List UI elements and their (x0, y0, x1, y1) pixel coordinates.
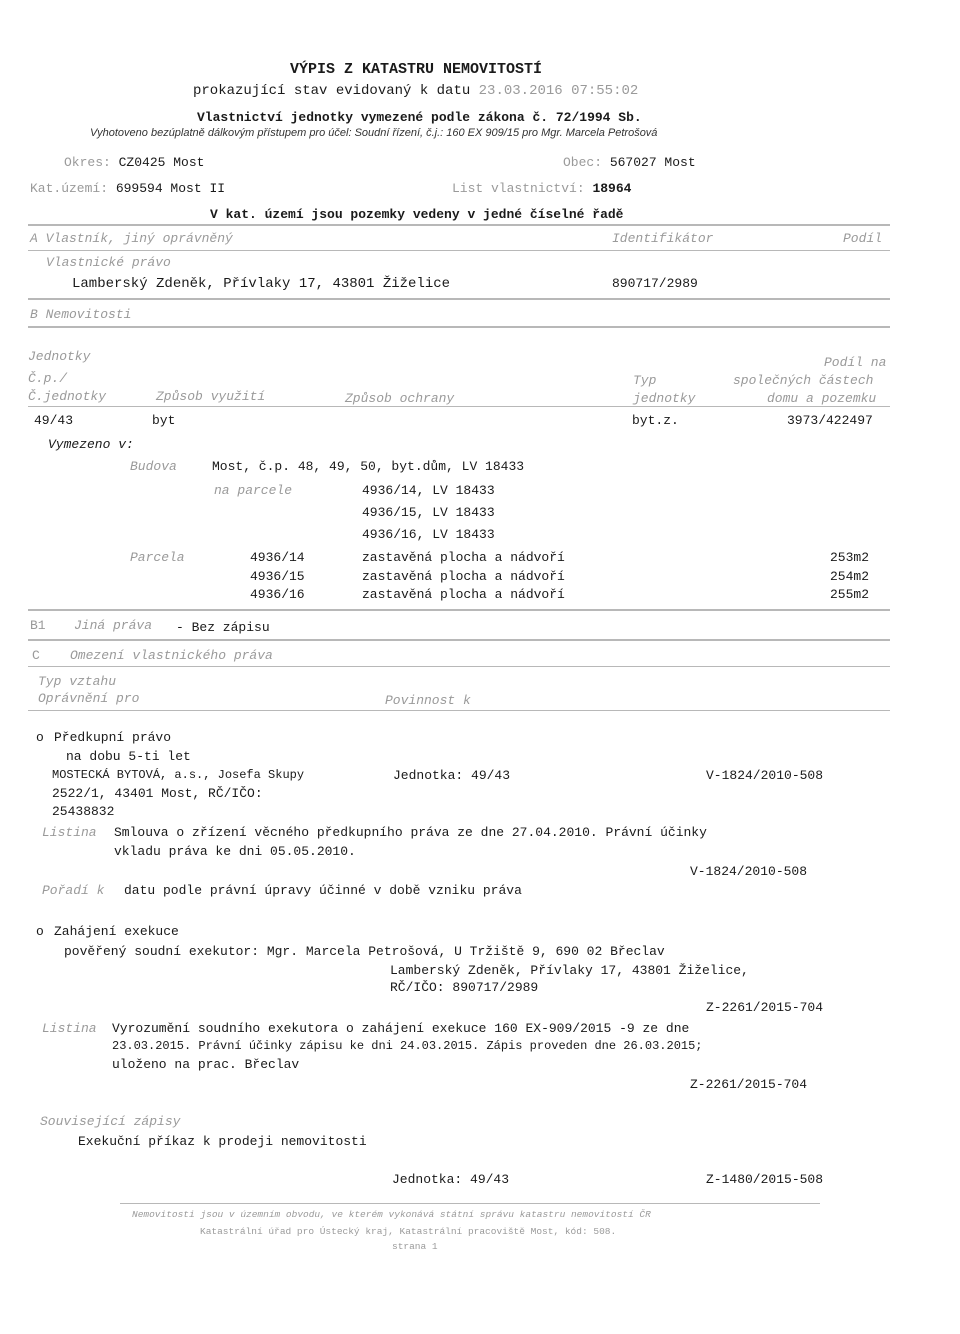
page-number: strana 1 (392, 1241, 438, 1252)
povinnost-k-label: Povinnost k (385, 693, 471, 708)
parcela-number: 4936/15 (250, 569, 305, 584)
section-a-heading: A Vlastník, jiný oprávněný (30, 231, 233, 246)
entry-reference: V-1824/2010-508 (706, 768, 824, 783)
cadastral-note: V kat. území jsou pozemky vedeny v jedné číselné řadě (210, 207, 624, 222)
subtitle-prefix: prokazující stav evidovaný k datu (193, 83, 471, 99)
parcela-label: Parcela (130, 550, 185, 565)
souvisejici-unit: Jednotka: 49/43 (392, 1172, 510, 1187)
divider (28, 406, 890, 407)
section-b1-code: B1 (30, 618, 46, 633)
entry-reference: Z-1480/2015-508 (706, 1172, 824, 1187)
parcela-number: 4936/16 (250, 587, 305, 602)
col-jednotky: Č.jednotky (28, 389, 107, 404)
col-typ-line2: jednotky (633, 391, 696, 406)
owner-name: Lamberský Zdeněk, Přívlaky 17, 43801 Žiželice (72, 276, 451, 292)
entry-debtor: Lamberský Zdeněk, Přívlaky 17, 43801 Žiželice, (390, 963, 749, 978)
listina-text: Smlouva o zřízení věcného předkupního práva ze dne 27.04.2010. Právní účinky (114, 825, 707, 840)
divider (28, 609, 890, 611)
section-b1-heading: Jiná práva (74, 618, 153, 633)
footer-line2: Katastrální úřad pro Ústecký kraj, Katastrální pracoviště Most, kód: 508. (200, 1226, 617, 1237)
budova-value: Most, č.p. 48, 49, 50, byt.dům, LV 18433 (212, 459, 525, 474)
okres: Okres: CZ0425 Most (64, 155, 205, 170)
na-parcele-item: 4936/14, LV 18433 (362, 483, 495, 498)
listina-label: Listina (42, 825, 97, 840)
poradi-text: datu podle právní úpravy účinné v době vzniku práva (124, 883, 522, 898)
listina-text: Vyrozumění soudního exekutora o zahájení exekuce 160 EX-909/2015 -9 ze dne (112, 1021, 690, 1036)
owner-identifier: 890717/2989 (612, 276, 698, 291)
col-podil-line1: Podíl na (824, 355, 887, 370)
poradi-label: Pořadí k (42, 883, 105, 898)
entry-party-address: 2522/1, 43401 Most, RČ/IČO: (52, 786, 263, 801)
parcela-area: 255m2 (830, 587, 870, 602)
entry-reference: Z-2261/2015-704 (706, 1000, 824, 1015)
entry-duration: na dobu 5-ti let (66, 749, 191, 764)
col-zpusob-vyuziti: Způsob využití (156, 389, 266, 404)
divider (28, 250, 890, 251)
bullet: o (36, 924, 44, 939)
unit-type: byt.z. (632, 413, 679, 428)
section-c-code: C (32, 648, 40, 663)
col-zpusob-ochrany: Způsob ochrany (345, 391, 455, 406)
footer-divider (120, 1203, 820, 1204)
col-identifikator: Identifikátor (612, 231, 714, 246)
unit-number: 49/43 (34, 413, 74, 428)
footer-line1: Nemovitosti jsou v územním obvodu, ve kterém vykonává státní správu katastru nemovitostí ČR (132, 1209, 651, 1220)
obec: Obec: 567027 Most (563, 155, 696, 170)
typ-vztahu-label: Typ vztahu (38, 674, 117, 689)
section-b-heading: B Nemovitosti (30, 307, 132, 322)
entry-reference: Z-2261/2015-704 (690, 1077, 808, 1092)
divider (28, 224, 890, 226)
section-b1-value: - Bez zápisu (176, 620, 270, 635)
entry-title: Předkupní právo (54, 730, 172, 745)
parcela-number: 4936/14 (250, 550, 305, 565)
section-c-heading: Omezení vlastnického práva (70, 648, 273, 663)
parcela-area: 254m2 (830, 569, 870, 584)
subtitle (193, 84, 638, 98)
na-parcele-item: 4936/15, LV 18433 (362, 505, 495, 520)
list-vlastnictvi: List vlastnictví: 18964 (452, 181, 632, 196)
col-cp: Č.p./ (28, 371, 68, 386)
katastralni-uzemi: Kat.území: 699594 Most II (30, 181, 226, 196)
vlastnicke-pravo-label: Vlastnické právo (46, 255, 171, 270)
page-title: VÝPIS Z KATASTRU NEMOVITOSTÍ (290, 61, 543, 78)
entry-debtor-id: RČ/IČO: 890717/2989 (390, 980, 539, 995)
divider (28, 666, 890, 667)
na-parcele-item: 4936/16, LV 18433 (362, 527, 495, 542)
divider (28, 639, 890, 641)
divider (28, 298, 890, 300)
entry-title: Zahájení exekuce (54, 924, 179, 939)
col-typ-line1: Typ (633, 373, 657, 388)
entry-reference: V-1824/2010-508 (690, 864, 808, 879)
souvisejici-label: Související zápisy (40, 1114, 181, 1129)
listina-text-cont: vkladu práva ke dni 05.05.2010. (114, 844, 356, 859)
divider (28, 710, 890, 711)
entry-unit: Jednotka: 49/43 (393, 768, 511, 783)
listina-text-cont: uloženo na prac. Břeclav (112, 1057, 300, 1072)
divider (28, 326, 890, 328)
col-podil-line3: domu a pozemku (767, 391, 877, 406)
parcela-desc: zastavěná plocha a nádvoří (362, 587, 565, 602)
col-podil-line2: společných částech (733, 373, 874, 388)
opravneni-pro-label: Oprávnění pro (38, 691, 140, 706)
entry-executor: pověřený soudní exekutor: Mgr. Marcela Petrošová, U Tržiště 9, 690 02 Břeclav (64, 944, 665, 959)
parcela-desc: zastavěná plocha a nádvoří (362, 550, 565, 565)
na-parcele-label: na parcele (214, 483, 293, 498)
subtitle-date: 23.03.2016 07:55:02 (478, 83, 639, 99)
entry-party-ico: 25438832 (52, 804, 115, 819)
souvisejici-text: Exekuční příkaz k prodeji nemovitosti (78, 1134, 367, 1149)
bullet: o (36, 730, 44, 745)
jednotky-label: Jednotky (28, 349, 91, 364)
vymezeno-label: Vymezeno v: (48, 437, 134, 452)
entry-party: MOSTECKÁ BYTOVÁ, a.s., Josefa Skupy (52, 768, 305, 782)
listina-text-cont: 23.03.2015. Právní účinky zápisu ke dni 24.03.2015. Zápis proveden dne 26.03.2015; (112, 1039, 703, 1053)
purpose-line: Vyhotoveno bezúplatně dálkovým přístupem pro účel: Soudní řízení, č.j.: 160 EX 909/15 pro Mgr. Marcela Petrošová (90, 127, 658, 139)
col-podil: Podíl (843, 231, 883, 246)
budova-label: Budova (130, 459, 177, 474)
parcela-desc: zastavěná plocha a nádvoří (362, 569, 565, 584)
unit-share: 3973/422497 (787, 413, 873, 428)
document-type: Vlastnictví jednotky vymezené podle zákona č. 72/1994 Sb. (197, 110, 642, 125)
unit-use: byt (152, 413, 176, 428)
parcela-area: 253m2 (830, 550, 870, 565)
listina-label: Listina (42, 1021, 97, 1036)
